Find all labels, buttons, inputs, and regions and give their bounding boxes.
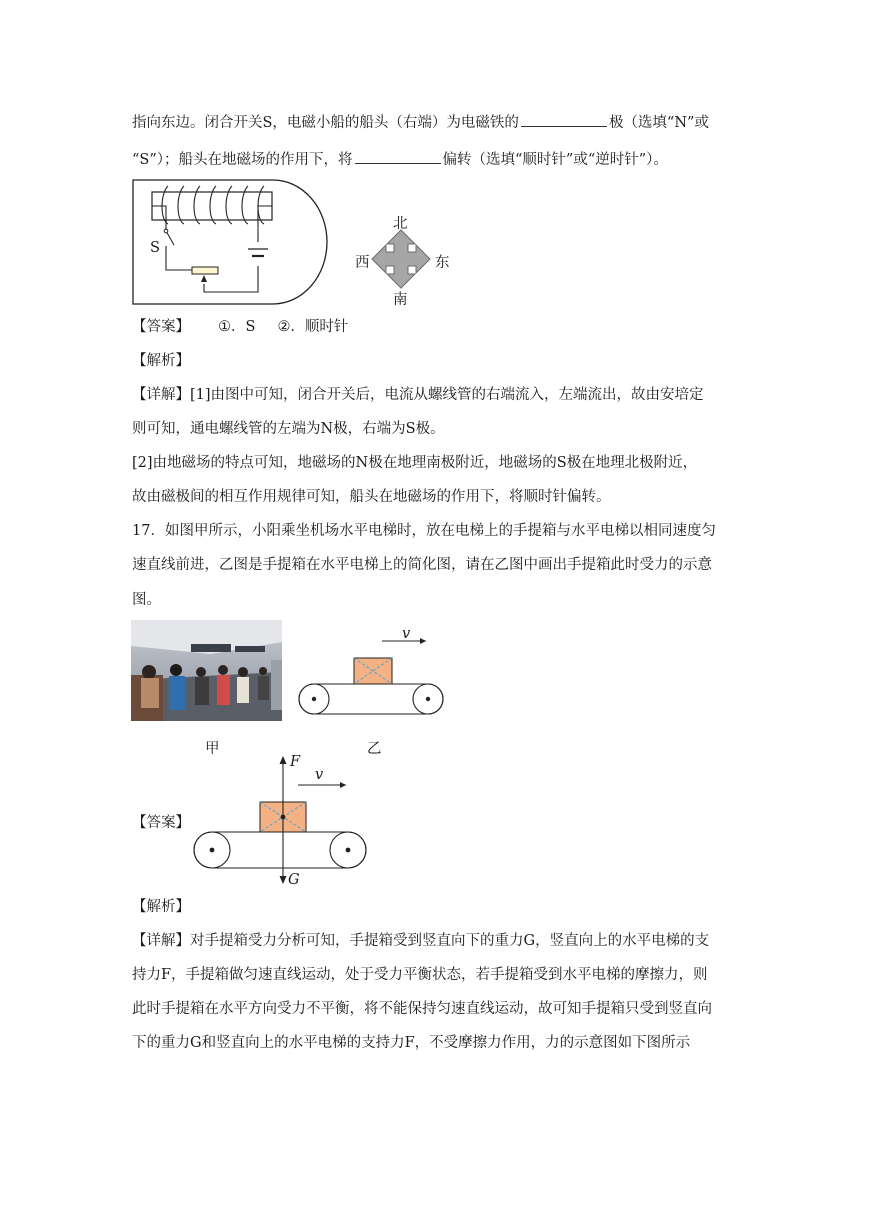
detail-text: 对手提箱受力分析可知，手提箱受到竖直向下的重力G，竖直向上的水平电梯的支 <box>190 933 710 949</box>
caption-jia: 甲 <box>205 741 220 757</box>
boat-circuit-diagram <box>130 176 330 308</box>
q16-line1-a: 指向东边。闭合开关S，电磁小船的船头（右端）为电磁铁的 <box>132 115 519 131</box>
q16-line1-b: 极（选填“N”或 <box>608 115 709 131</box>
compass-north: 北 <box>393 216 408 232</box>
q16-answer-line <box>132 317 348 337</box>
compass-south: 南 <box>393 292 408 308</box>
switch-label: S <box>150 240 160 256</box>
q17-line-1: 17．如图甲所示，小阳乘坐机场水平电梯时，放在电梯上的手提箱与水平电梯以相同速度匀 <box>132 523 716 539</box>
q17-detail-2: 持力F，手提箱做匀速直线运动，处于受力平衡状态，若手提箱受到水平电梯的摩擦力，则 <box>132 967 708 983</box>
detail-text: [1]由图中可知，闭合开关后，电流从螺线管的右端流入，左端流出，故由安培定 <box>190 387 704 403</box>
compass-west: 西 <box>355 255 370 271</box>
q16-detail-1b: 则可知，通电螺线管的左端为N极，右端为S极。 <box>132 421 445 437</box>
q16-line2-b: 偏转（选填“顺时针”或“逆时针”）。 <box>442 152 668 168</box>
answer-1: ①．S <box>218 319 256 335</box>
q17-detail-3: 此时手提箱在水平方向受力不平衡，将不能保持匀速直线运动，故可知手提箱只受到竖直向 <box>132 1001 712 1017</box>
q16-detail-1a <box>132 385 704 405</box>
q16-analysis-tag: 【解析】 <box>132 353 190 369</box>
answer-blank-2 <box>355 149 441 164</box>
airport-walkway-photo <box>131 620 282 721</box>
q16-line2-a: “S”）；船头在地磁场的作用下，将 <box>132 152 353 168</box>
detail-tag: 【详解】 <box>132 933 190 949</box>
velocity-label-question: v <box>402 626 411 642</box>
compass-east: 东 <box>435 255 450 271</box>
q17-line-3: 图。 <box>132 592 161 608</box>
detail-tag: 【详解】 <box>132 387 190 403</box>
caption-yi: 乙 <box>367 741 382 757</box>
compass-rose <box>370 228 432 290</box>
force-diagram-answer <box>190 754 370 888</box>
force-label-f: F <box>290 754 301 770</box>
q16-detail-2b: 故由磁极间的相互作用规律可知，船头在地磁场的作用下，将顺时针偏转。 <box>132 489 611 505</box>
answer-2: ②．顺时针 <box>277 319 349 335</box>
escalator-diagram-question <box>296 626 448 720</box>
q17-analysis-tag: 【解析】 <box>132 899 190 915</box>
answer-tag: 【答案】 <box>132 319 190 335</box>
q16-line-1 <box>132 112 709 133</box>
force-label-g: G <box>288 872 300 888</box>
q17-line-2: 速直线前进，乙图是手提箱在水平电梯上的简化图，请在乙图中画出手提箱此时受力的示意 <box>132 557 712 573</box>
q16-detail-2a: [2]由地磁场的特点可知，地磁场的N极在地理南极附近，地磁场的S极在地理北极附近， <box>132 455 698 471</box>
answer-blank-1 <box>521 112 607 127</box>
q17-detail-4: 下的重力G和竖直向上的水平电梯的支持力F，不受摩擦力作用，力的示意图如下图所示 <box>132 1035 691 1051</box>
q16-line-2 <box>132 149 668 170</box>
q17-answer-tag: 【答案】 <box>132 815 190 831</box>
q17-detail-1 <box>132 931 709 951</box>
velocity-label-answer: v <box>315 767 324 783</box>
